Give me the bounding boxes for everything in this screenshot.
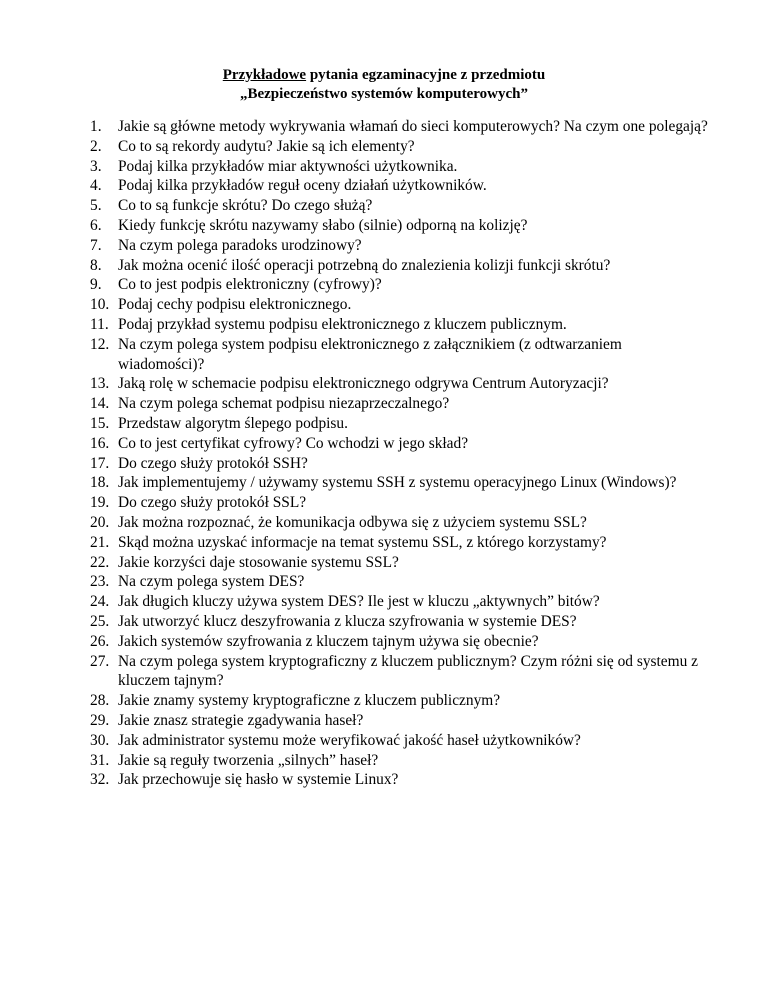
question-text: Jakie znamy systemy kryptograficzne z kluczem publicznym?: [118, 692, 501, 710]
question-number: 12.: [90, 335, 110, 353]
question-text: Co to jest certyfikat cyfrowy? Co wchodzi w jego skład?: [118, 434, 469, 452]
title-line-1: [0, 66, 768, 85]
question-number: 26.: [90, 632, 110, 650]
question-item: [90, 275, 710, 295]
question-number: 10.: [90, 296, 110, 314]
question-text: Jaką rolę w schemacie podpisu elektronicznego odgrywa Centrum Autoryzacji?: [118, 375, 609, 393]
question-number: 11.: [90, 315, 109, 333]
question-item: [90, 374, 710, 394]
question-item: [90, 711, 710, 731]
question-item: [90, 236, 710, 256]
question-text: Kiedy funkcję skrótu nazywamy słabo (silnie) odporną na kolizję?: [118, 216, 528, 234]
question-number: 5.: [90, 197, 102, 215]
title-line-1-rest: pytania egzaminacyjne z przedmiotu: [306, 67, 546, 83]
question-text: Na czym polega system podpisu elektronicznego z załącznikiem (z odtwarzaniem wiadomości)?: [118, 335, 622, 373]
question-item: [90, 256, 710, 276]
question-number: 18.: [90, 474, 110, 492]
question-item: [90, 513, 710, 533]
question-number: 28.: [90, 692, 110, 710]
question-number: 32.: [90, 771, 110, 789]
question-number: 3.: [90, 157, 102, 175]
question-number: 2.: [90, 137, 102, 155]
question-item: [90, 731, 710, 751]
question-number: 21.: [90, 533, 110, 551]
question-number: 9.: [90, 276, 102, 294]
title-underlined-word: Przykładowe: [222, 67, 307, 83]
question-text: Na czym polega system kryptograficzny z kluczem publicznym? Czym różni się od systemu z kluczem tajnym?: [118, 652, 698, 690]
question-item: [90, 295, 710, 315]
question-text: Na czym polega paradoks urodzinowy?: [118, 236, 362, 254]
question-item: [90, 176, 710, 196]
question-number: 23.: [90, 573, 110, 591]
question-item: [90, 157, 710, 177]
question-text: Podaj kilka przykładów miar aktywności użytkownika.: [118, 157, 458, 175]
question-text: Przedstaw algorytm ślepego podpisu.: [118, 414, 348, 432]
question-number: 20.: [90, 513, 110, 531]
question-number: 22.: [90, 553, 110, 571]
question-item: [90, 117, 710, 137]
question-text: Na czym polega system DES?: [118, 573, 305, 591]
question-number: 15.: [90, 414, 110, 432]
question-number: 24.: [90, 593, 110, 611]
question-text: Co to jest podpis elektroniczny (cyfrowy)?: [118, 276, 382, 294]
question-text: Do czego służy protokół SSH?: [118, 454, 308, 472]
question-text: Na czym polega schemat podpisu niezaprzeczalnego?: [118, 395, 450, 413]
question-text: Jak administrator systemu może weryfikować jakość haseł użytkowników?: [118, 731, 581, 749]
question-text: Podaj kilka przykładów reguł oceny działań użytkowników.: [118, 177, 487, 195]
question-number: 25.: [90, 612, 110, 630]
question-number: 13.: [90, 375, 110, 393]
question-text: Podaj przykład systemu podpisu elektronicznego z kluczem publicznym.: [118, 315, 567, 333]
question-text: Podaj cechy podpisu elektronicznego.: [118, 296, 352, 314]
question-text: Co to są funkcje skrótu? Do czego służą?: [118, 197, 373, 215]
question-number: 7.: [90, 236, 102, 254]
question-text: Skąd można uzyskać informacje na temat systemu SSL, z którego korzystamy?: [118, 533, 607, 551]
question-number: 8.: [90, 256, 102, 274]
question-item: [90, 473, 710, 493]
question-text: Jak długich kluczy używa system DES? Ile jest w kluczu „aktywnych” bitów?: [118, 593, 600, 611]
question-item: [90, 216, 710, 236]
question-text: Jakie znasz strategie zgadywania haseł?: [118, 711, 364, 729]
question-number: 19.: [90, 494, 110, 512]
question-item: [90, 691, 710, 711]
question-number: 31.: [90, 751, 110, 769]
question-item: [90, 196, 710, 216]
document-title: [0, 66, 768, 104]
question-item: [90, 553, 710, 573]
question-item: [90, 137, 710, 157]
question-number: 4.: [90, 177, 102, 195]
question-text: Jak utworzyć klucz deszyfrowania z klucza szyfrowania w systemie DES?: [118, 612, 577, 630]
question-item: [90, 394, 710, 414]
question-item: [90, 315, 710, 335]
question-item: [90, 434, 710, 454]
question-number: 27.: [90, 652, 110, 670]
question-text: Jak można ocenić ilość operacji potrzebną do znalezienia kolizji funkcji skrótu?: [118, 256, 611, 274]
question-item: [90, 652, 710, 692]
question-text: Jak implementujemy / używamy systemu SSH z systemu operacyjnego Linux (Windows)?: [118, 474, 677, 492]
question-number: 29.: [90, 711, 110, 729]
title-line-2: „Bezpieczeństwo systemów komputerowych”: [239, 86, 529, 102]
question-item: [90, 454, 710, 474]
question-text: Do czego służy protokół SSL?: [118, 494, 307, 512]
question-number: 16.: [90, 434, 110, 452]
question-text: Jak przechowuje się hasło w systemie Linux?: [118, 771, 399, 789]
question-item: [90, 592, 710, 612]
question-number: 1.: [90, 118, 102, 135]
question-item: [90, 493, 710, 513]
question-item: [90, 533, 710, 553]
question-item: [90, 572, 710, 592]
question-item: [90, 751, 710, 771]
question-text: Jak można rozpoznać, że komunikacja odbywa się z użyciem systemu SSL?: [118, 513, 587, 531]
question-number: 14.: [90, 395, 110, 413]
question-item: [90, 414, 710, 434]
question-text: Jakie są główne metody wykrywania włamań do sieci komputerowych? Na czym one polegają?: [118, 118, 708, 135]
question-item: [90, 335, 710, 375]
question-number: 17.: [90, 454, 110, 472]
question-item: [90, 612, 710, 632]
question-text: Jakie są reguły tworzenia „silnych” haseł?: [118, 751, 379, 769]
question-list: [90, 117, 710, 790]
question-text: Co to są rekordy audytu? Jakie są ich elementy?: [118, 137, 415, 155]
question-number: 30.: [90, 731, 110, 749]
question-item: [90, 770, 710, 790]
question-number: 6.: [90, 216, 102, 234]
question-item: [90, 632, 710, 652]
question-text: Jakie korzyści daje stosowanie systemu SSL?: [118, 553, 399, 571]
question-text: Jakich systemów szyfrowania z kluczem tajnym używa się obecnie?: [118, 632, 539, 650]
